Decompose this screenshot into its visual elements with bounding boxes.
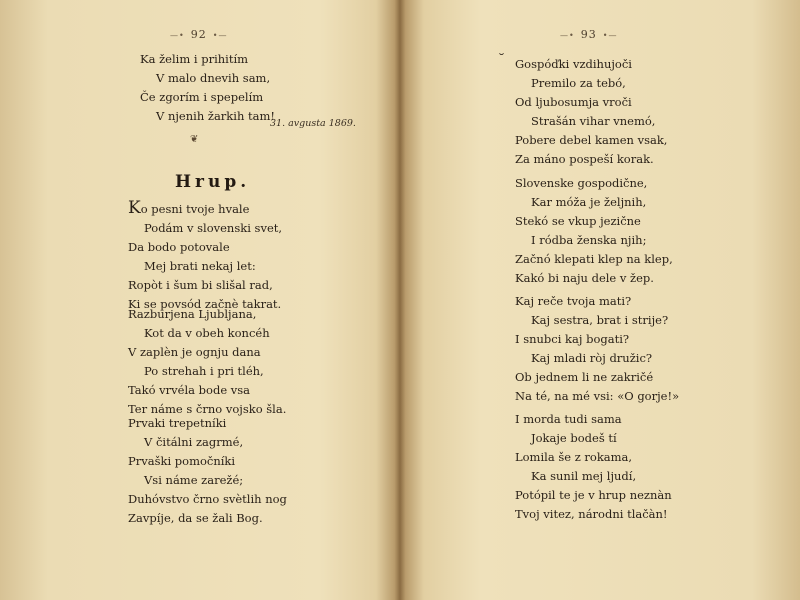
verse-line: Mej brati nekaj let: bbox=[144, 259, 256, 273]
verse-line: Prvaški pomočníki bbox=[128, 454, 236, 468]
verse-line: Na té, na mé vsi: «O gorje!» bbox=[515, 389, 680, 403]
verse-line: Ka sunil mej ljudí, bbox=[531, 469, 637, 483]
verse-line: Takó vrvéla bode vsa bbox=[128, 383, 251, 397]
verse-line: Ka želim i prihitím bbox=[140, 52, 249, 66]
verse-line: V malo dnevih sam, bbox=[156, 71, 271, 85]
poem-title: Hrup. bbox=[175, 172, 251, 192]
verse-line: Kaj reče tvoja mati? bbox=[515, 294, 632, 308]
verse-line: I ródba ženska njih; bbox=[531, 233, 647, 247]
stanza-1 bbox=[128, 200, 282, 314]
verse-line: Ki se povsód začnè takrat. bbox=[128, 297, 282, 311]
stanza-4 bbox=[515, 55, 667, 169]
stanza-3 bbox=[128, 414, 287, 528]
verse-line: Premilo za tebó, bbox=[531, 76, 626, 90]
verse-line: Za máno pospeší korak. bbox=[515, 152, 654, 166]
stanza-5 bbox=[515, 174, 673, 288]
verse-line: V čitálni zagrmé, bbox=[144, 435, 244, 449]
verse-line: V zaplèn je ognju dana bbox=[128, 345, 261, 359]
verse-line: Kot da v obeh koncéh bbox=[144, 326, 270, 340]
verse-line: Kaj mladi ròj družic? bbox=[531, 351, 653, 365]
printer-mark: ˘ bbox=[498, 52, 505, 68]
verse-line: Stekó se vkup jezične bbox=[515, 214, 641, 228]
verse-line: Začnó klepati klep na klep, bbox=[515, 252, 673, 266]
verse-line: Potópil te je v hrup neznàn bbox=[515, 488, 672, 502]
verse-line: Zavpíje, da se žali Bog. bbox=[128, 511, 263, 525]
verse-line: Ter náme s črno vojsko šla. bbox=[128, 402, 287, 416]
stanza-2 bbox=[128, 305, 286, 419]
verse-line: Tvoj vitez, národni tlačàn! bbox=[515, 507, 668, 521]
drop-initial: K bbox=[128, 198, 141, 218]
verse-line: Strašán vihar vnemó, bbox=[531, 114, 656, 128]
stanza-6 bbox=[515, 292, 679, 406]
verse-line: Podám v slovenski svet, bbox=[144, 221, 283, 235]
page-number-left: —• 92 •— bbox=[170, 28, 227, 41]
right-page bbox=[400, 0, 800, 600]
verse-line: Razburjena Ljubljana, bbox=[128, 307, 257, 321]
page-number-right: —• 93 •— bbox=[560, 28, 617, 41]
stanza-7 bbox=[515, 410, 672, 524]
stanza-intro bbox=[140, 50, 275, 126]
verse-line: Jokaje bodeš tí bbox=[531, 431, 617, 445]
verse-line: Če zgorím i spepelím bbox=[140, 90, 264, 104]
verse-line: Gospóďki vzdihujoči bbox=[515, 57, 632, 71]
verse-line: Slovenske gospodične, bbox=[515, 176, 648, 190]
verse-line: Vsi náme zarežé; bbox=[144, 473, 244, 487]
verse-line: Prvaki trepetníki bbox=[128, 416, 227, 430]
verse-line: Kar móža je željnih, bbox=[531, 195, 647, 209]
verse-line: Kakó bi naju dele v žep. bbox=[515, 271, 654, 285]
verse-line: Od ljubosumja vroči bbox=[515, 95, 632, 109]
verse-line: I morda tudi sama bbox=[515, 412, 622, 426]
verse-line: Da bodo potovale bbox=[128, 240, 230, 254]
ornament-icon: ❦ bbox=[190, 134, 199, 145]
verse-line: Ko pesni tvoje hvale bbox=[128, 198, 250, 218]
verse-line: Po strehah i pri tléh, bbox=[144, 364, 264, 378]
verse-line: Duhóvstvo črno svètlih nog bbox=[128, 492, 287, 506]
poem-date: 31. avgusta 1869. bbox=[270, 118, 356, 129]
verse-line: Kaj sestra, brat i strije? bbox=[531, 313, 669, 327]
verse-line: V njenih žarkih tam! bbox=[156, 109, 276, 123]
verse-line: Ob jednem li ne zakričé bbox=[515, 370, 654, 384]
verse-line: Pobere debel kamen vsak, bbox=[515, 133, 668, 147]
verse-line: I snubci kaj bogati? bbox=[515, 332, 630, 346]
verse-line: Ropòt i šum bi slišal rad, bbox=[128, 278, 273, 292]
verse-line: Lomila še z rokama, bbox=[515, 450, 633, 464]
